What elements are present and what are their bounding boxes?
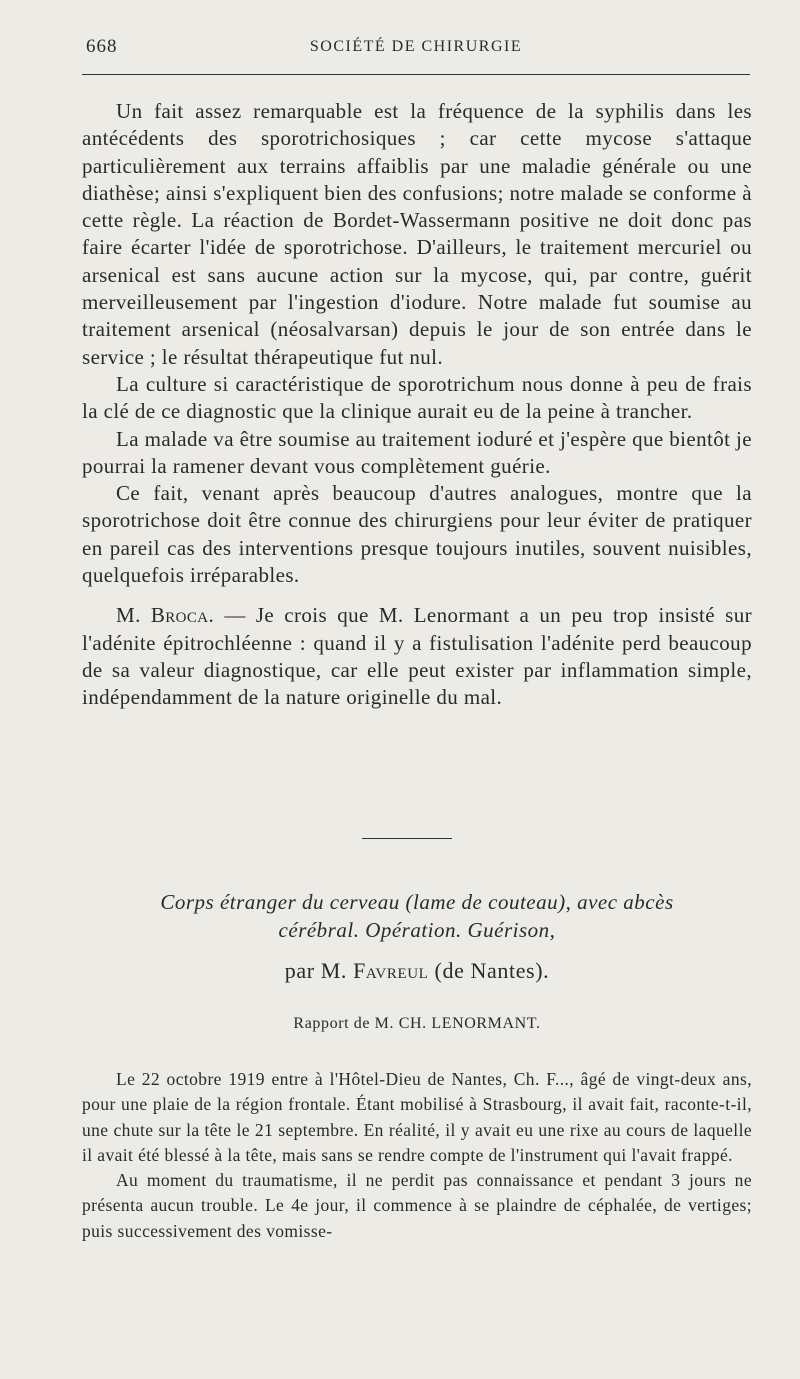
byline-suffix: (de Nantes).: [428, 958, 550, 983]
case-text: [82, 1067, 752, 1244]
paragraph: La malade va être soumise au traitement ioduré et j'espère que bientôt je pourrai la ramener devant vous complètement guérie.: [82, 426, 752, 478]
case-paragraph: Le 22 octobre 1919 entre à l'Hôtel-Dieu de Nantes, Ch. F..., âgé de vingt-deux ans, pour une plaie de la région frontale. Étant mobilisé à Strasbourg, il avait fait, raconte-t-il, une chute sur la tête le 21 septembre. En réalité, il y avait eu une rixe au cours de laquelle il avait été blessé à la tête, mais sans se rendre compte de l'instrument qui l'avait frappé.: [82, 1069, 752, 1165]
article-title: [82, 888, 752, 944]
paragraph: Ce fait, venant après beaucoup d'autres analogues, montre que la sporotrichose doit être connue des chirurgiens pour leur éviter de pratiquer en pareil cas des interventions presque toujours inutiles, souvent nuisibles, quelquefois irréparables.: [82, 481, 752, 588]
article-title-line: cérébral. Opération. Guérison,: [278, 918, 556, 942]
case-paragraph: Au moment du traumatisme, il ne perdit pas connaissance et pendant 3 jours ne présenta aucun trouble. Le 4e jour, il commence à se plaindre de céphalée, de vertiges; puis successivement des vomisse-: [82, 1170, 752, 1241]
body-text: [82, 98, 752, 712]
page-header: [82, 36, 750, 60]
byline-author: Favreul: [353, 958, 429, 983]
discussion-paragraph: [82, 602, 752, 711]
paragraph: La culture si caractéristique de sporotrichum nous donne à peu de frais la clé de ce diagnostic que la clinique aurait eu de la peine à trancher.: [82, 371, 752, 424]
page-number: 668: [86, 36, 118, 57]
article-byline: [82, 958, 752, 984]
discussion-text: — Je crois que M. Lenormant a un peu trop insisté sur l'adénite épitrochléenne : quand il y a fistulisation l'adénite perd beaucoup de sa valeur diagnostique, car elle peut exister par inflammation simple, indépendamment de la nature originelle du mal.: [82, 603, 752, 710]
byline-prefix: par M.: [284, 958, 354, 983]
paragraph: Un fait assez remarquable est la fréquence de la syphilis dans les antécédents des sporotrichosiques ; car cette mycose s'attaque particulièrement aux terrains affaiblis par une maladie générale ou une diathèse; ainsi s'expliquent bien des confusions; notre malade se conforme à cette règle. La réaction de Bordet-Wassermann positive ne doit donc pas faire écarter l'idée de sporotrichose. D'ailleurs, le traitement mercuriel ou arsenical est sans aucune action sur la mycose, qui, par contre, guérit merveilleusement par l'ingestion d'iodure. Notre malade fut soumise au traitement arsenical (néosalvarsan) depuis le jour de son entrée dans le service ; le résultat thérapeutique fut nul.: [82, 99, 752, 369]
report-credit: Rapport de M. CH. LENORMANT.: [293, 1015, 541, 1032]
article-title-line: Corps étranger du cerveau (lame de couteau), avec abcès: [160, 890, 674, 914]
speaker-name: M. Broca.: [116, 603, 215, 628]
header-rule: [82, 74, 750, 75]
section-separator: [362, 838, 452, 839]
running-head: SOCIÉTÉ DE CHIRURGIE: [309, 38, 523, 55]
